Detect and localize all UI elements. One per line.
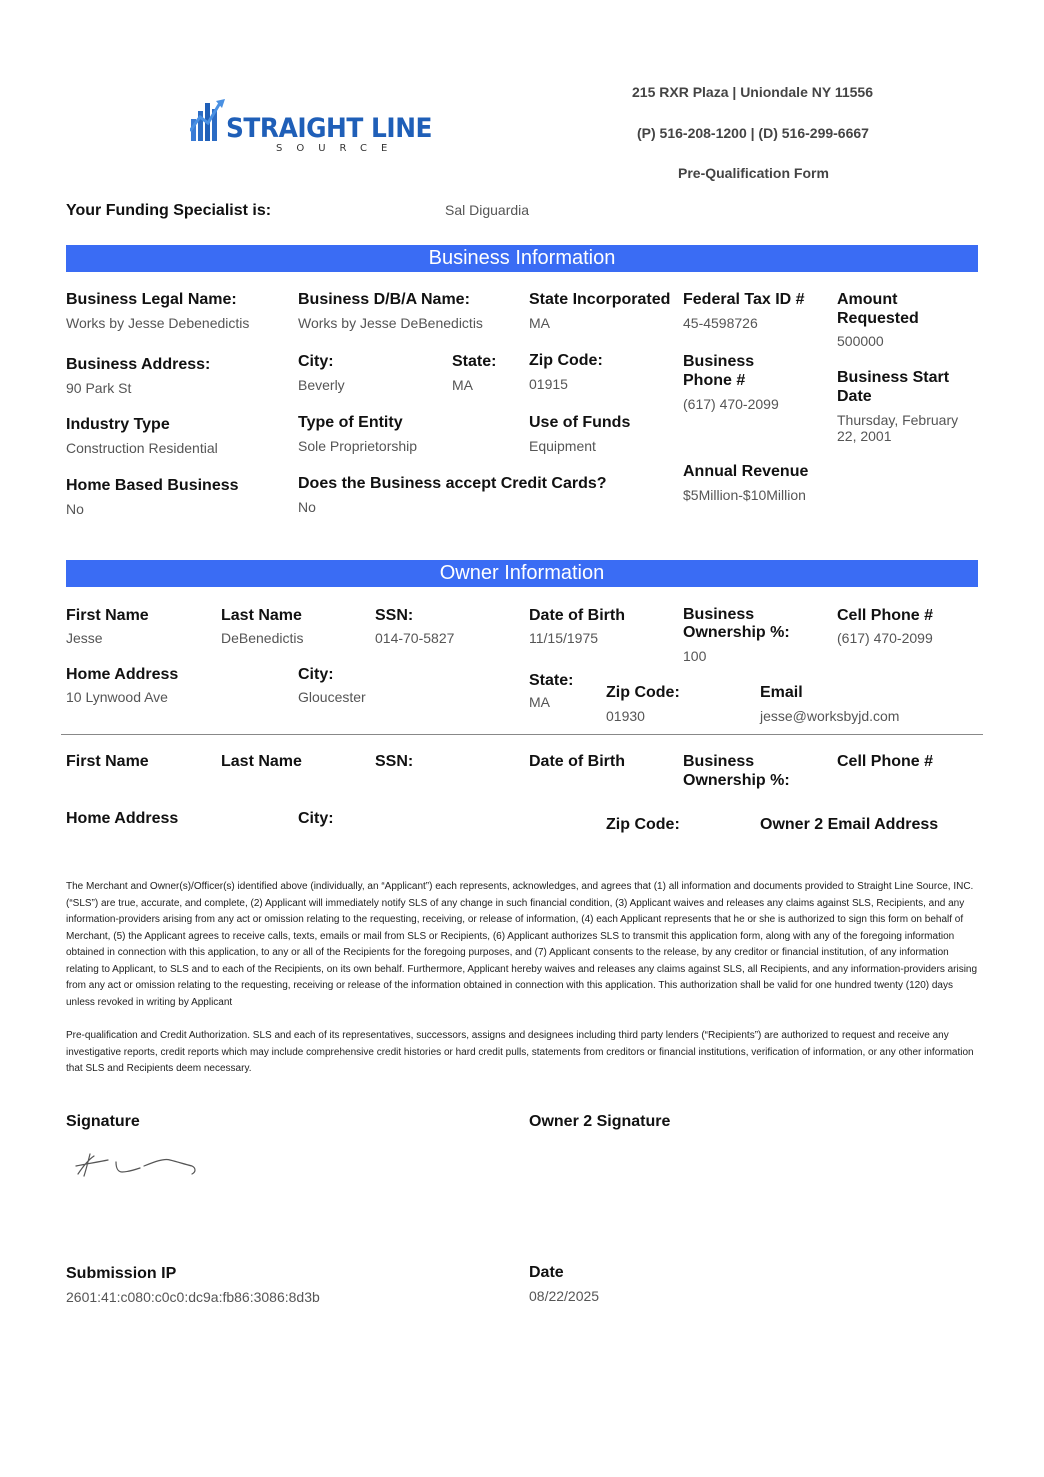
specialist-label: Your Funding Specialist is: [66, 202, 272, 219]
home-based-label: Home Based Business [66, 477, 239, 494]
business-address-value: 90 Park St [66, 380, 132, 396]
owner-zip-value: 01930 [606, 708, 645, 724]
logo-title: STRAIGHT LINE [226, 113, 433, 144]
owner2-email-label: Owner 2 Email Address [760, 816, 939, 833]
business-city-value: Beverly [298, 377, 345, 393]
owner-ssn-label: SSN: [375, 607, 414, 624]
annual-revenue-value: $5Million-$10Million [683, 487, 806, 503]
owner-home-address-value: 10 Lynwood Ave [66, 689, 168, 705]
owner-last-name-value: DeBenedictis [221, 630, 304, 646]
credit-cards-label: Does the Business accept Credit Cards? [298, 475, 607, 492]
logo-subtitle: SOURCE [276, 143, 402, 154]
business-dba-value: Works by Jesse DeBenedictis [298, 315, 483, 331]
submission-ip-value: 2601:41:c080:c0c0:dc9a:fb86:3086:8d3b [66, 1289, 320, 1305]
owner-zip-label: Zip Code: [606, 684, 680, 701]
owner-email-label: Email [760, 684, 803, 701]
business-address-label: Business Address: [66, 356, 211, 373]
specialist-value: Sal Diguardia [445, 202, 530, 218]
owner2-last-name-label: Last Name [221, 753, 302, 770]
use-of-funds-label: Use of Funds [529, 414, 631, 431]
use-of-funds-value: Equipment [529, 438, 596, 454]
owner-last-name-label: Last Name [221, 607, 302, 624]
submission-ip-label: Submission IP [66, 1265, 177, 1282]
business-state-value: MA [452, 377, 473, 393]
credit-cards-value: No [298, 499, 316, 515]
business-legal-name-label: Business Legal Name: [66, 291, 237, 308]
owner-ssn-value: 014-70-5827 [375, 630, 455, 646]
owner2-zip-label: Zip Code: [606, 816, 680, 833]
state-incorporated-value: MA [529, 315, 550, 331]
owner2-city-label: City: [298, 810, 334, 827]
owner-email-value: jesse@worksbyjd.com [760, 708, 900, 724]
business-start-date-value: Thursday, February 22, 2001 [837, 412, 959, 444]
industry-type-value: Construction Residential [66, 440, 218, 456]
state-incorporated-label: State Incorporated [529, 291, 671, 308]
business-start-date-label: Business Start Date [837, 369, 950, 405]
owner-dob-value: 11/15/1975 [529, 630, 599, 646]
owner2-signature-label: Owner 2 Signature [529, 1113, 671, 1130]
owner-cell-label: Cell Phone # [837, 607, 934, 624]
tax-id-label: Federal Tax ID # [683, 291, 805, 308]
owner-cell-value: (617) 470-2099 [837, 630, 933, 646]
business-dba-label: Business D/B/A Name: [298, 291, 470, 308]
handwritten-signature [74, 1148, 200, 1182]
owner-first-name-value: Jesse [66, 630, 103, 646]
owner-dob-label: Date of Birth [529, 607, 625, 624]
annual-revenue-label: Annual Revenue [683, 463, 809, 480]
company-phones: (P) 516-208-1200 | (D) 516-299-6667 [637, 125, 869, 141]
owner2-home-address-label: Home Address [66, 810, 179, 827]
owner2-cell-label: Cell Phone # [837, 753, 934, 770]
owner2-ssn-label: SSN: [375, 753, 414, 770]
owner2-first-name-label: First Name [66, 753, 149, 770]
home-based-value: No [66, 501, 84, 517]
signature-label: Signature [66, 1113, 140, 1130]
industry-type-label: Industry Type [66, 416, 170, 433]
entity-type-value: Sole Proprietorship [298, 438, 418, 454]
tax-id-value: 45-4598726 [683, 315, 758, 331]
owner-state-label: State: [529, 672, 574, 689]
business-zip-label: Zip Code: [529, 352, 603, 369]
owner-section-header: Owner Information [66, 560, 978, 587]
business-legal-name-value: Works by Jesse Debenedictis [66, 315, 250, 331]
date-label: Date [529, 1264, 564, 1281]
amount-requested-label: Amount Requested [837, 291, 919, 327]
owner-city-value: Gloucester [298, 689, 366, 705]
logo-bars-icon [190, 97, 226, 143]
owner-ownership-value: 100 [683, 648, 707, 664]
owner-divider [61, 734, 983, 735]
business-state-label: State: [452, 353, 497, 370]
form-title: Pre-Qualification Form [678, 165, 829, 181]
date-value: 08/22/2025 [529, 1288, 600, 1304]
legal-disclaimer: The Merchant and Owner(s)/Officer(s) identified above (individually, an “Applicant”) each represents, acknowledges, and agrees that (1) all information and documents provided to Straight Line Source, INC. (“SLS”) are true, accurate, and complete, (2) Applicant will immediately notify SLS of any change in such financial condition, (3) Applicant waives and releases any claims against SLS, Recipients, and any information-providers arising from any act or omission relating to the requesting, receiving, or release of information, (4) each Applicant represents that he or she is authorized to sign this form on behalf of Merchant, (5) the Applicant agrees to receive calls, texts, emails or mail from SLS or Recipients, (6) Applicant authorizes SLS to transmit this application form, along with any of the foregoing information obtained in connection with this application, to any or all of the Recipients for the foregoing purposes, and (7) Applicant consents to the release, by any creditor or financial institution, of any information relating to Applicant, to SLS and to each of the Recipients, on its own behalf. Furthermore, Applicant hereby waives and releases any claims against SLS, all Recipients, and any information-providers arising from any act or omission relating to the requesting, receiving or release of the information obtained in connection with this application. This authorization shall be valid for one hundred twenty (120) days unless revoked in writing by Applicant [66, 881, 978, 1008]
entity-type-label: Type of Entity [298, 414, 403, 431]
business-phone-label: Business Phone # [683, 353, 755, 389]
business-zip-value: 01915 [529, 376, 568, 392]
owner-home-address-label: Home Address [66, 666, 179, 683]
business-section-header: Business Information [66, 245, 978, 272]
owner2-dob-label: Date of Birth [529, 753, 625, 770]
business-phone-value: (617) 470-2099 [683, 396, 779, 412]
business-city-label: City: [298, 353, 334, 370]
owner2-ownership-label: Business Ownership %: [683, 753, 790, 789]
owner-ownership-label: Business Ownership %: [683, 606, 790, 641]
owner-first-name-label: First Name [66, 607, 149, 624]
company-address: 215 RXR Plaza | Uniondale NY 11556 [632, 84, 873, 100]
amount-requested-value: 500000 [837, 333, 884, 349]
owner-city-label: City: [298, 666, 334, 683]
owner-state-value: MA [529, 694, 550, 710]
credit-authorization: Pre-qualification and Credit Authorization. SLS and each of its representatives, successors, assigns and designees including third party lenders (“Recipients”) are authorized to request and receive any investigative reports, credit reports which may include comprehensive credit histories or hard credit pulls, statements from creditors or financial institutions, verification of information, or any other information that SLS and Recipients deem necessary. [66, 1030, 974, 1074]
